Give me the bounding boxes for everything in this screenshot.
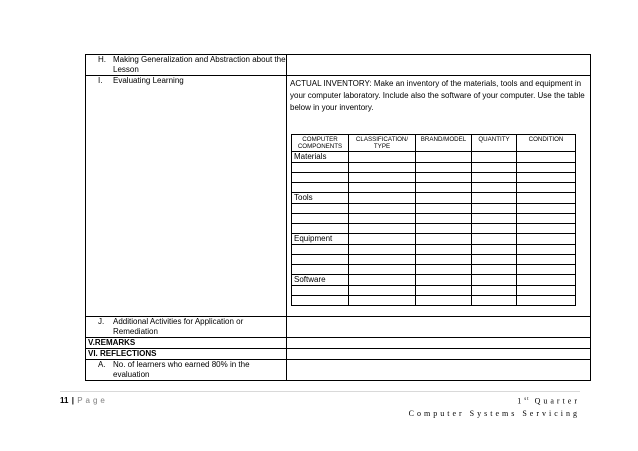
table-cell (517, 224, 576, 234)
inventory-instruction: ACTUAL INVENTORY: Make an inventory of the materials, tools and equipment in your computer laboratory. Include also the software of your computer. Use the table below in your inventory. (290, 79, 585, 112)
table-cell (517, 183, 576, 193)
row-a-text: No. of learners who earned 80% in the evaluation (113, 360, 250, 379)
quarter-suffix: st (524, 397, 530, 402)
remarks-content (287, 338, 591, 349)
row-a-content (287, 360, 591, 381)
table-cell (416, 286, 472, 296)
row-h-letter: H. (98, 55, 106, 64)
subject-name: Computer Systems Servicing (408, 408, 580, 418)
table-cell (349, 275, 416, 286)
row-generalization (86, 55, 591, 76)
table-cell (349, 296, 416, 306)
header-condition: CONDITION (517, 135, 576, 152)
header-computer-components: COMPUTER COMPONENTS (292, 135, 349, 152)
row-i-label (86, 76, 287, 317)
section-label-equipment: Equipment (292, 234, 349, 245)
table-row (292, 286, 576, 296)
row-reflections (86, 349, 591, 360)
table-cell (416, 152, 472, 163)
table-cell (349, 265, 416, 275)
table-cell (416, 204, 472, 214)
table-cell (349, 214, 416, 224)
row-i-text: Evaluating Learning (113, 76, 184, 85)
table-cell (349, 163, 416, 173)
table-cell (472, 234, 517, 245)
table-cell (517, 152, 576, 163)
table-row (292, 183, 576, 193)
table-cell (517, 286, 576, 296)
page-word: Page (77, 396, 108, 405)
table-cell (349, 224, 416, 234)
page-number: 11 (60, 396, 69, 405)
row-j-content (287, 317, 591, 338)
table-cell (349, 152, 416, 163)
table-cell (416, 255, 472, 265)
table-cell (349, 286, 416, 296)
page-separator: | (71, 396, 74, 405)
table-cell (292, 173, 349, 183)
row-j-label (86, 317, 287, 338)
table-cell (416, 214, 472, 224)
table-row (292, 163, 576, 173)
table-cell (416, 224, 472, 234)
table-cell (472, 275, 517, 286)
row-learners-80 (86, 360, 591, 381)
page-number-footer (60, 396, 108, 405)
table-cell (349, 183, 416, 193)
row-evaluating (86, 76, 591, 317)
table-cell (292, 163, 349, 173)
table-cell (416, 265, 472, 275)
table-cell (349, 255, 416, 265)
row-remarks (86, 338, 591, 349)
table-cell (292, 245, 349, 255)
quarter-line (409, 394, 580, 408)
table-row (292, 224, 576, 234)
section-row-software (292, 275, 576, 286)
header-classification-type: CLASSIFICATION/ TYPE (349, 135, 416, 152)
table-row (292, 214, 576, 224)
reflections-content (287, 349, 591, 360)
table-cell (472, 265, 517, 275)
section-label-materials: Materials (292, 152, 349, 163)
table-cell (472, 245, 517, 255)
table-cell (416, 193, 472, 204)
table-cell (292, 286, 349, 296)
table-cell (517, 296, 576, 306)
table-cell (517, 163, 576, 173)
remarks-heading: V.REMARKS (86, 338, 287, 349)
table-cell (349, 204, 416, 214)
table-cell (292, 224, 349, 234)
quarter-footer (409, 394, 580, 420)
table-cell (472, 286, 517, 296)
table-cell (517, 204, 576, 214)
row-a-label (86, 360, 287, 381)
row-j-letter: J. (98, 317, 105, 326)
table-row (292, 255, 576, 265)
table-cell (517, 245, 576, 255)
table-cell (517, 173, 576, 183)
table-cell (416, 234, 472, 245)
table-cell (292, 204, 349, 214)
table-cell (517, 275, 576, 286)
section-row-equipment (292, 234, 576, 245)
table-cell (472, 224, 517, 234)
table-cell (349, 173, 416, 183)
row-h-text: Making Generalization and Abstraction about the Lesson (113, 55, 286, 74)
table-cell (517, 193, 576, 204)
section-row-tools (292, 193, 576, 204)
table-row (292, 296, 576, 306)
table-cell (292, 183, 349, 193)
section-row-materials (292, 152, 576, 163)
table-cell (349, 193, 416, 204)
table-cell (472, 173, 517, 183)
table-cell (292, 265, 349, 275)
table-cell (472, 296, 517, 306)
table-cell (472, 193, 517, 204)
table-cell (416, 245, 472, 255)
row-j-text: Additional Activities for Application or Remediation (113, 317, 244, 336)
table-cell (472, 152, 517, 163)
table-cell (472, 183, 517, 193)
header-quantity: QUANTITY (472, 135, 517, 152)
header-brand-model: BRAND/MODEL (416, 135, 472, 152)
table-cell (517, 234, 576, 245)
table-cell (472, 163, 517, 173)
table-row (292, 204, 576, 214)
row-a-letter: A. (98, 360, 106, 369)
inventory-table (291, 134, 576, 306)
table-cell (472, 255, 517, 265)
table-cell (349, 245, 416, 255)
row-h-label (86, 55, 287, 76)
row-i-content (287, 76, 591, 317)
table-cell (517, 255, 576, 265)
table-cell (416, 275, 472, 286)
table-row (292, 265, 576, 275)
table-row (292, 173, 576, 183)
section-label-tools: Tools (292, 193, 349, 204)
table-cell (517, 214, 576, 224)
table-cell (292, 296, 349, 306)
table-cell (517, 265, 576, 275)
table-cell (292, 255, 349, 265)
lesson-plan-table (85, 54, 591, 381)
table-cell (416, 183, 472, 193)
row-additional-activities (86, 317, 591, 338)
section-label-software: Software (292, 275, 349, 286)
inventory-header-row (292, 135, 576, 152)
table-row (292, 245, 576, 255)
table-cell (292, 214, 349, 224)
footer-divider (60, 391, 580, 392)
table-cell (472, 204, 517, 214)
row-i-letter: I. (98, 76, 103, 85)
row-h-content (287, 55, 591, 76)
table-cell (416, 173, 472, 183)
quarter-word: Quarter (534, 396, 580, 406)
table-cell (472, 214, 517, 224)
table-cell (416, 296, 472, 306)
quarter-number: 1 (517, 396, 525, 406)
table-cell (416, 163, 472, 173)
reflections-heading: VI. REFLECTIONS (86, 349, 287, 360)
table-cell (349, 234, 416, 245)
